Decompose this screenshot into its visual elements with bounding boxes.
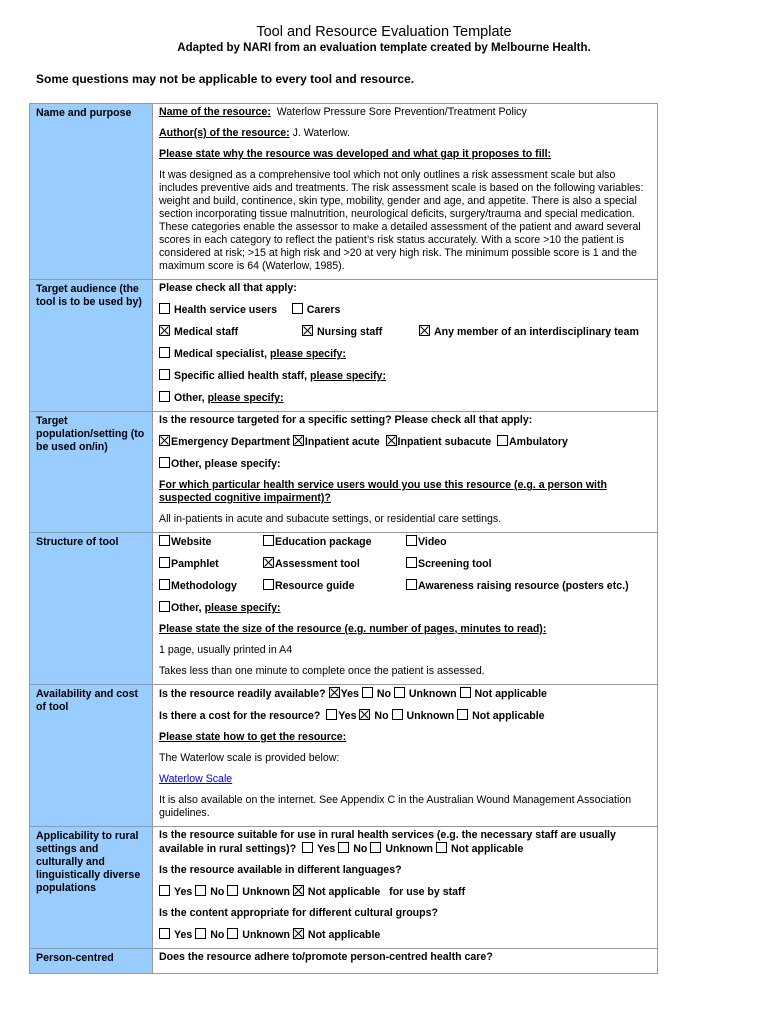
checkbox-languages-yes[interactable]: [159, 885, 170, 896]
checkbox-cultural-yes[interactable]: [159, 928, 170, 939]
other-audience-label: Other,: [174, 392, 205, 404]
users-prompt: For which particular health service users would you use this resource (e.g. a person with suspected cognitive impairment)?: [159, 479, 607, 504]
label-target-population: Target population/setting (to be used on/in): [30, 412, 153, 533]
no-label: No: [210, 929, 225, 941]
checkbox-available-yes[interactable]: [329, 687, 340, 698]
checkbox-cultural-na[interactable]: [293, 928, 304, 939]
please-specify-label: please specify:: [270, 348, 346, 360]
checkbox-interdisciplinary[interactable]: [419, 325, 430, 336]
checkbox-languages-unknown[interactable]: [227, 885, 238, 896]
yes-label: Yes: [317, 843, 336, 855]
methodology-label: Methodology: [171, 580, 237, 592]
checkbox-pamphlet[interactable]: [159, 557, 170, 568]
checkbox-cost-yes[interactable]: [326, 709, 337, 720]
label-applicability: Applicability to rural settings and culturally and linguistically diverse populations: [30, 827, 153, 949]
document-subtitle: Adapted by NARI from an evaluation template created by Melbourne Health.: [177, 42, 591, 54]
content-target-population: [153, 412, 658, 533]
checkbox-nursing-staff[interactable]: [302, 325, 313, 336]
yes-label: Yes: [174, 929, 193, 941]
checkbox-carers[interactable]: [292, 303, 303, 314]
medical-specialist-label: Medical specialist,: [174, 348, 268, 360]
education-package-label: Education package: [275, 536, 372, 548]
checkbox-languages-na[interactable]: [293, 885, 304, 896]
resource-guide-label: Resource guide: [275, 580, 355, 592]
content-name-purpose: [153, 104, 658, 280]
checkbox-emergency[interactable]: [159, 435, 170, 446]
checkbox-cost-na[interactable]: [457, 709, 468, 720]
checkbox-awareness[interactable]: [406, 579, 417, 590]
checkbox-inpatient-acute[interactable]: [293, 435, 304, 446]
size-prompt: Please state the size of the resource (e.g. number of pages, minutes to read):: [159, 623, 547, 635]
how-to-get-text: The Waterlow scale is provided below:: [159, 752, 340, 764]
interdisciplinary-label: Any member of an interdisciplinary team: [434, 326, 639, 338]
checkbox-available-na[interactable]: [460, 687, 471, 698]
users-answer: All in-patients in acute and subacute settings, or residential care settings.: [159, 513, 502, 525]
inpatient-subacute-label: Inpatient subacute: [397, 436, 492, 448]
nursing-staff-label: Nursing staff: [317, 326, 383, 338]
allied-health-label: Specific allied health staff,: [174, 370, 308, 382]
checkbox-medical-staff[interactable]: [159, 325, 170, 336]
row-availability: [30, 685, 658, 827]
video-label: Video: [418, 536, 447, 548]
unknown-label: Unknown: [385, 843, 434, 855]
checkbox-inpatient-subacute[interactable]: [386, 435, 397, 446]
other-setting-label: Other, please specify:: [171, 458, 281, 470]
row-name-purpose: [30, 104, 658, 280]
please-specify-label: please specify:: [310, 370, 386, 382]
inpatient-acute-label: Inpatient acute: [304, 436, 380, 448]
website-label: Website: [171, 536, 212, 548]
row-person-centred: [30, 949, 658, 974]
no-label: No: [374, 710, 389, 722]
audience-prompt: Please check all that apply:: [159, 282, 297, 294]
time-answer: Takes less than one minute to complete once the patient is assessed.: [159, 665, 485, 677]
not-applicable-label: Not applicable: [472, 710, 545, 722]
emergency-label: Emergency Department: [171, 436, 290, 448]
content-applicability: [153, 827, 658, 949]
checkbox-available-no[interactable]: [362, 687, 373, 698]
please-specify-label: please specify:: [207, 392, 284, 404]
unknown-label: Unknown: [242, 886, 290, 898]
checkbox-methodology[interactable]: [159, 579, 170, 590]
author-value: J. Waterlow.: [292, 127, 350, 139]
label-name-purpose: Name and purpose: [30, 104, 153, 280]
checkbox-other-audience[interactable]: [159, 391, 170, 402]
setting-prompt: Is the resource targeted for a specific setting? Please check all that apply:: [159, 414, 533, 426]
screening-tool-label: Screening tool: [418, 558, 492, 570]
resource-name-label: Name of the resource:: [159, 106, 271, 118]
pamphlet-label: Pamphlet: [171, 558, 219, 570]
content-target-audience: [153, 280, 658, 412]
yes-label: Yes: [340, 688, 359, 700]
yes-label: Yes: [338, 710, 357, 722]
waterlow-scale-link[interactable]: Waterlow Scale: [159, 773, 233, 785]
row-applicability: [30, 827, 658, 949]
cultural-question: Is the content appropriate for different cultural groups?: [159, 907, 438, 919]
checkbox-medical-specialist[interactable]: [159, 347, 170, 358]
size-answer: 1 page, usually printed in A4: [159, 644, 293, 656]
available-question: Is the resource readily available?: [159, 688, 326, 700]
ambulatory-label: Ambulatory: [509, 436, 568, 448]
unknown-label: Unknown: [408, 688, 457, 700]
other-structure-label: Other,: [171, 602, 202, 614]
not-applicable-label: Not applicable: [307, 886, 381, 898]
checkbox-education-package[interactable]: [263, 535, 274, 546]
carers-label: Carers: [306, 304, 341, 316]
cost-question: Is there a cost for the resource?: [159, 710, 321, 722]
checkbox-resource-guide[interactable]: [263, 579, 274, 590]
checkbox-available-unknown[interactable]: [394, 687, 405, 698]
checkbox-other-setting[interactable]: [159, 457, 170, 468]
checkbox-languages-no[interactable]: [195, 885, 206, 896]
resource-name-value: Waterlow Pressure Sore Prevention/Treatment Policy: [276, 106, 527, 118]
rural-question: Is the resource suitable for use in rural health services (e.g. the necessary staff are usually available in rural settings)?: [159, 829, 616, 855]
checkbox-video[interactable]: [406, 535, 417, 546]
row-target-population: [30, 412, 658, 533]
checkbox-assessment-tool[interactable]: [263, 557, 274, 568]
assessment-tool-label: Assessment tool: [275, 558, 360, 570]
internet-availability-text: It is also available on the internet. See Appendix C in the Australian Wound Management Association guidelines.: [159, 794, 632, 819]
checkbox-cost-unknown[interactable]: [392, 709, 403, 720]
checkbox-website[interactable]: [159, 535, 170, 546]
author-label: Author(s) of the resource:: [159, 127, 290, 139]
label-availability: Availability and cost of tool: [30, 685, 153, 827]
content-structure: [153, 533, 658, 685]
not-applicable-label: Not applicable: [450, 843, 524, 855]
document-title: Tool and Resource Evaluation Template: [256, 24, 512, 40]
row-structure: [30, 533, 658, 685]
checkbox-other-structure[interactable]: [159, 601, 170, 612]
checkbox-rural-yes[interactable]: [302, 842, 313, 853]
no-label: No: [353, 843, 368, 855]
not-applicable-label: Not applicable: [474, 688, 547, 700]
yes-label: Yes: [174, 886, 193, 898]
please-specify-label: please specify:: [204, 602, 281, 614]
languages-question: Is the resource available in different languages?: [159, 864, 402, 876]
checkbox-ambulatory[interactable]: [497, 435, 508, 446]
checkbox-allied-health[interactable]: [159, 369, 170, 380]
row-target-audience: [30, 280, 658, 412]
evaluation-table: [29, 103, 658, 974]
awareness-label: Awareness raising resource (posters etc.): [418, 580, 629, 592]
checkbox-rural-no[interactable]: [338, 842, 349, 853]
label-structure: Structure of tool: [30, 533, 153, 685]
not-applicable-label: Not applicable: [307, 929, 381, 941]
content-availability: [153, 685, 658, 827]
unknown-label: Unknown: [406, 710, 455, 722]
health-service-users-label: Health service users: [174, 304, 278, 316]
checkbox-screening-tool[interactable]: [406, 557, 417, 568]
medical-staff-label: Medical staff: [174, 326, 239, 338]
label-target-audience: Target audience (the tool is to be used by): [30, 280, 153, 412]
why-developed-label: Please state why the resource was developed and what gap it proposes to fill:: [159, 148, 552, 160]
checkbox-rural-unknown[interactable]: [370, 842, 381, 853]
label-person-centred: Person-centred: [30, 949, 153, 974]
checkbox-cultural-no[interactable]: [195, 928, 206, 939]
checkbox-cost-no[interactable]: [359, 709, 370, 720]
content-person-centred: [153, 949, 658, 974]
for-use-by-staff-label: for use by staff: [389, 886, 466, 898]
how-to-get-label: Please state how to get the resource:: [159, 731, 347, 743]
no-label: No: [210, 886, 225, 898]
checkbox-rural-na[interactable]: [436, 842, 447, 853]
why-developed-text: It was designed as a comprehensive tool which not only outlines a risk assessment scale but also includes preventive aids and treatments. The risk assessment scale is based on the following variables: weight and build, continence, skin type, mobility, gender and age, and appetite. There is also a special section incorporating tissue malnutrition, neurological deficits, surgery/trauma and special medication. These categories enable the assessor to make a detailed assessment of the patient and award several scores in each category to reflect the patient’s risk status accurately. With a score >10 the patient is considered at risk; >15 at high risk and >20 at very high risk. The minimum possible score is 1 and the maximum score is 64 (Waterlow, 1985).: [159, 169, 644, 272]
applicability-note: Some questions may not be applicable to every tool and resource.: [36, 72, 415, 86]
no-label: No: [376, 688, 391, 700]
checkbox-health-service-users[interactable]: [159, 303, 170, 314]
unknown-label: Unknown: [242, 929, 290, 941]
checkbox-cultural-unknown[interactable]: [227, 928, 238, 939]
person-centred-question: Does the resource adhere to/promote person-centred health care?: [159, 951, 493, 963]
